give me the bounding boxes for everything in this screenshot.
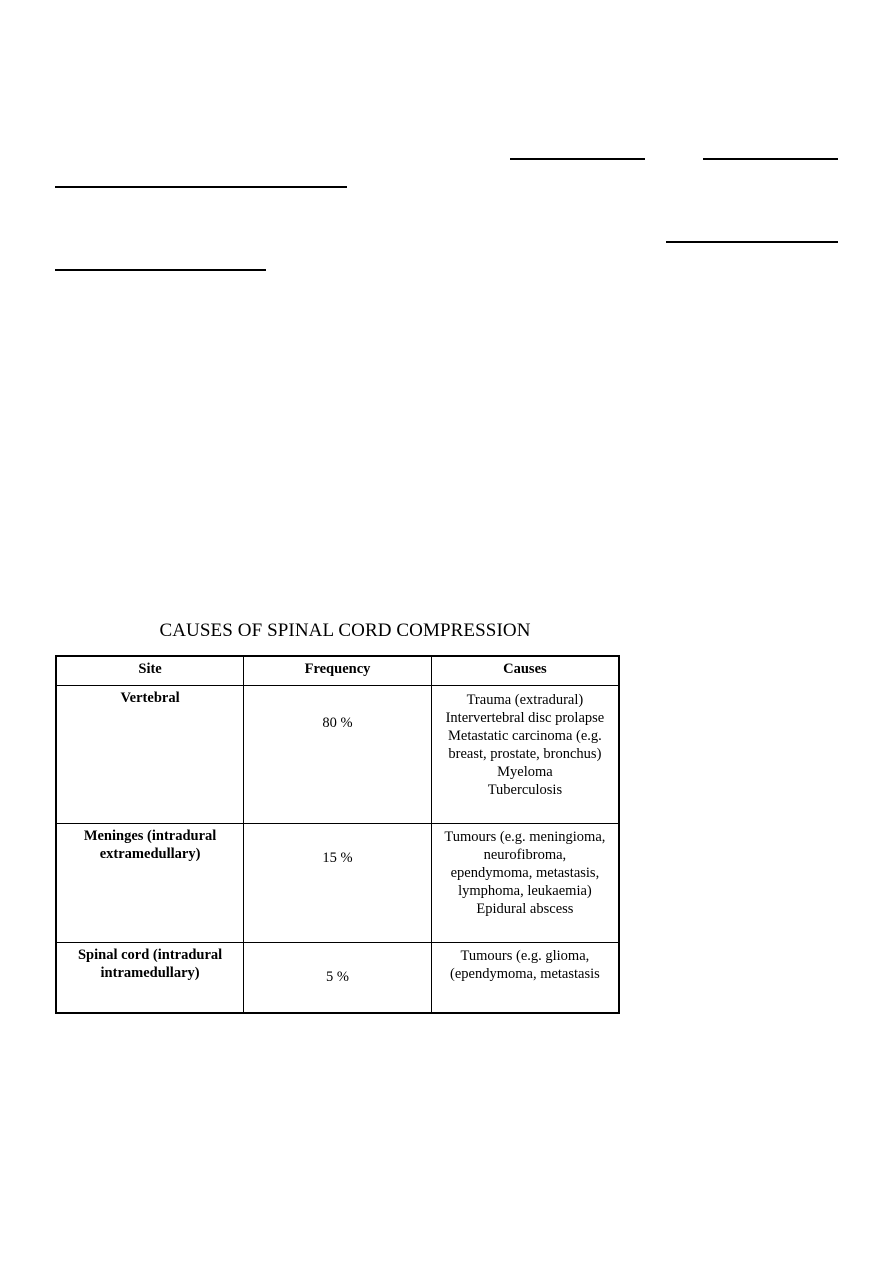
table-header-row — [56, 656, 619, 686]
frequency-value: 80 % — [322, 715, 353, 731]
frequency-cell — [244, 686, 432, 824]
site-line: extramedullary) — [99, 846, 201, 862]
underline-rule-5 — [55, 269, 266, 271]
causes-cell — [431, 943, 619, 1013]
frequency-cell — [244, 943, 432, 1013]
underline-rule-1 — [510, 158, 645, 160]
cause-line: breast, prostate, bronchus) — [448, 746, 602, 762]
site-line: intramedullary) — [100, 965, 200, 981]
site-cell — [56, 943, 244, 1013]
frequency-cell — [244, 824, 432, 943]
cause-line: Tuberculosis — [487, 782, 563, 798]
cause-line: Trauma (extradural) — [466, 692, 584, 708]
table-title: CAUSES OF SPINAL CORD COMPRESSION — [159, 620, 531, 641]
header-site: Site — [56, 656, 244, 686]
cause-line: lymphoma, leukaemia) — [458, 883, 592, 899]
cause-line: ependymoma, metastasis, — [450, 865, 600, 881]
cause-line: Tumours (e.g. glioma, — [460, 948, 590, 964]
site-line: Vertebral — [120, 690, 180, 706]
site-cell — [56, 824, 244, 943]
cause-line: Tumours (e.g. meningioma, — [444, 829, 606, 845]
cause-line: Intervertebral disc prolapse — [445, 710, 605, 726]
causes-table — [55, 655, 620, 1014]
frequency-value: 15 % — [322, 850, 353, 866]
underline-rule-3 — [55, 186, 347, 188]
causes-cell — [431, 686, 619, 824]
table-row — [56, 943, 619, 1013]
header-causes: Causes — [431, 656, 619, 686]
underline-rule-2 — [703, 158, 838, 160]
cause-line: neurofibroma, — [483, 847, 567, 863]
cause-line: Metastatic carcinoma (e.g. — [448, 728, 602, 744]
table-row — [56, 686, 619, 824]
table-row — [56, 824, 619, 943]
site-line: Meninges (intradural — [83, 828, 217, 844]
cause-line: Myeloma — [497, 764, 553, 780]
site-cell — [56, 686, 244, 824]
underline-rule-4 — [666, 241, 838, 243]
frequency-value: 5 % — [326, 969, 349, 985]
causes-cell — [431, 824, 619, 943]
site-line: Spinal cord (intradural — [77, 947, 223, 963]
cause-line: (ependymoma, metastasis — [450, 966, 600, 982]
cause-line: Epidural abscess — [476, 901, 574, 917]
header-frequency: Frequency — [244, 656, 432, 686]
